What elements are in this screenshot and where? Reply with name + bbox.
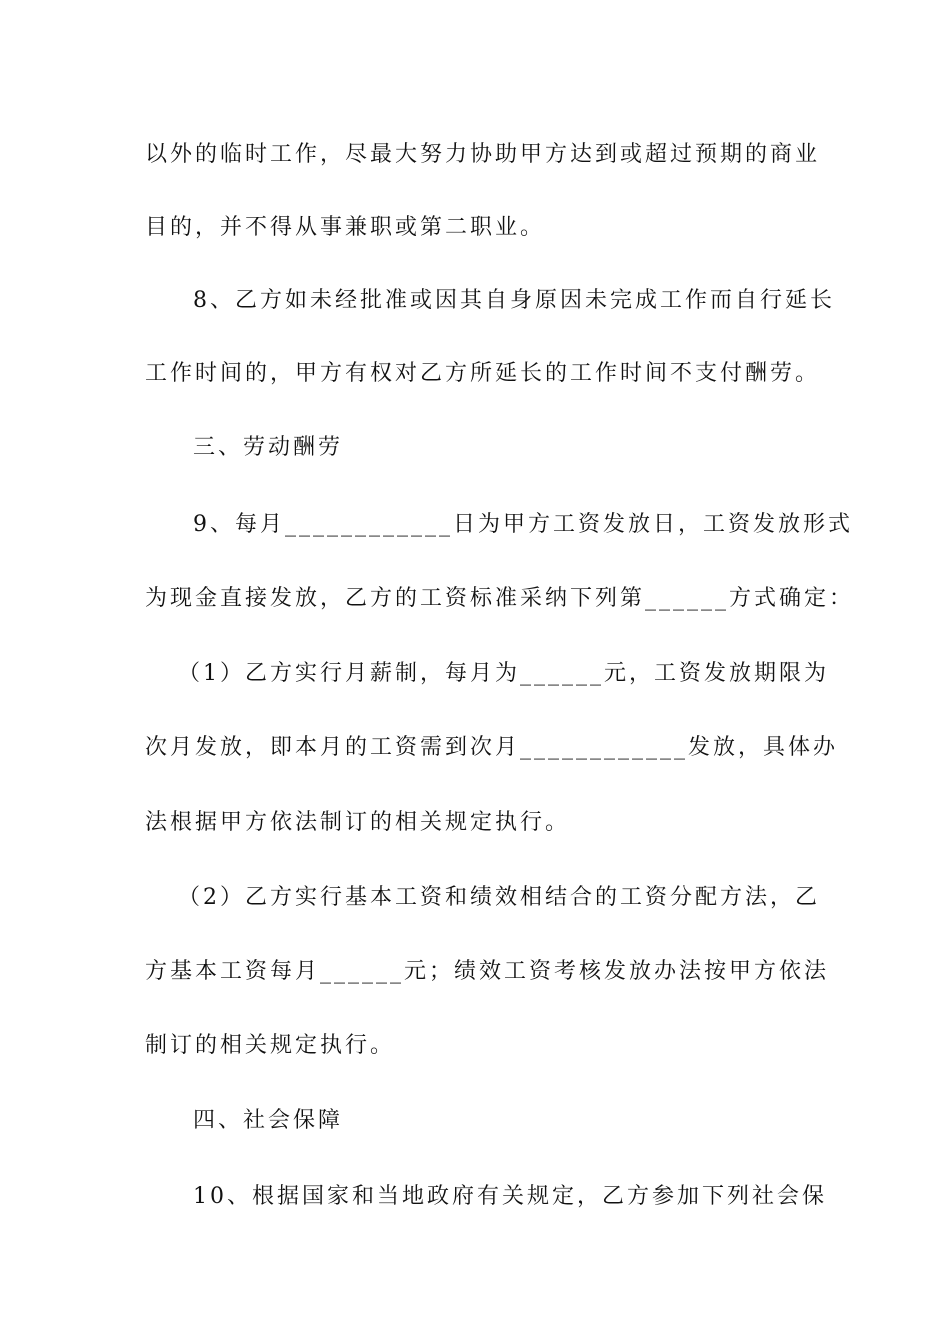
section-heading-4: 四、社会保障 xyxy=(193,1108,344,1133)
clause-9-option-2-line-1: （2）乙方实行基本工资和绩效相结合的工资分配方法，乙 xyxy=(178,885,820,910)
clause-9-option-2-line-2: 方基本工资每月______元；绩效工资考核发放办法按甲方依法 xyxy=(145,959,830,984)
clause-9-option-1-line-2: 次月发放，即本月的工资需到次月____________发放，具体办 xyxy=(145,735,839,760)
text-line-2: 目的，并不得从事兼职或第二职业。 xyxy=(145,215,546,240)
clause-8-line-1: 8、乙方如未经批准或因其自身原因未完成工作而自行延长 xyxy=(193,288,835,313)
clause-9-option-1-line-1: （1）乙方实行月薪制，每月为______元，工资发放期限为 xyxy=(178,661,829,686)
text-line-1: 以外的临时工作，尽最大努力协助甲方达到或超过预期的商业 xyxy=(145,142,821,167)
clause-9-line-1: 9、每月____________日为甲方工资发放日，工资发放形式 xyxy=(193,512,853,537)
clause-9-option-1-line-3: 法根据甲方依法制订的相关规定执行。 xyxy=(145,810,571,835)
clause-9-option-2-line-3: 制订的相关规定执行。 xyxy=(145,1033,396,1058)
clause-10-line-1: 10、根据国家和当地政府有关规定，乙方参加下列社会保 xyxy=(193,1184,827,1209)
clause-9-line-2: 为现金直接发放，乙方的工资标准采纳下列第______方式确定： xyxy=(145,586,855,611)
clause-8-line-2: 工作时间的，甲方有权对乙方所延长的工作时间不支付酬劳。 xyxy=(145,361,821,386)
section-heading-3: 三、劳动酬劳 xyxy=(193,435,344,460)
